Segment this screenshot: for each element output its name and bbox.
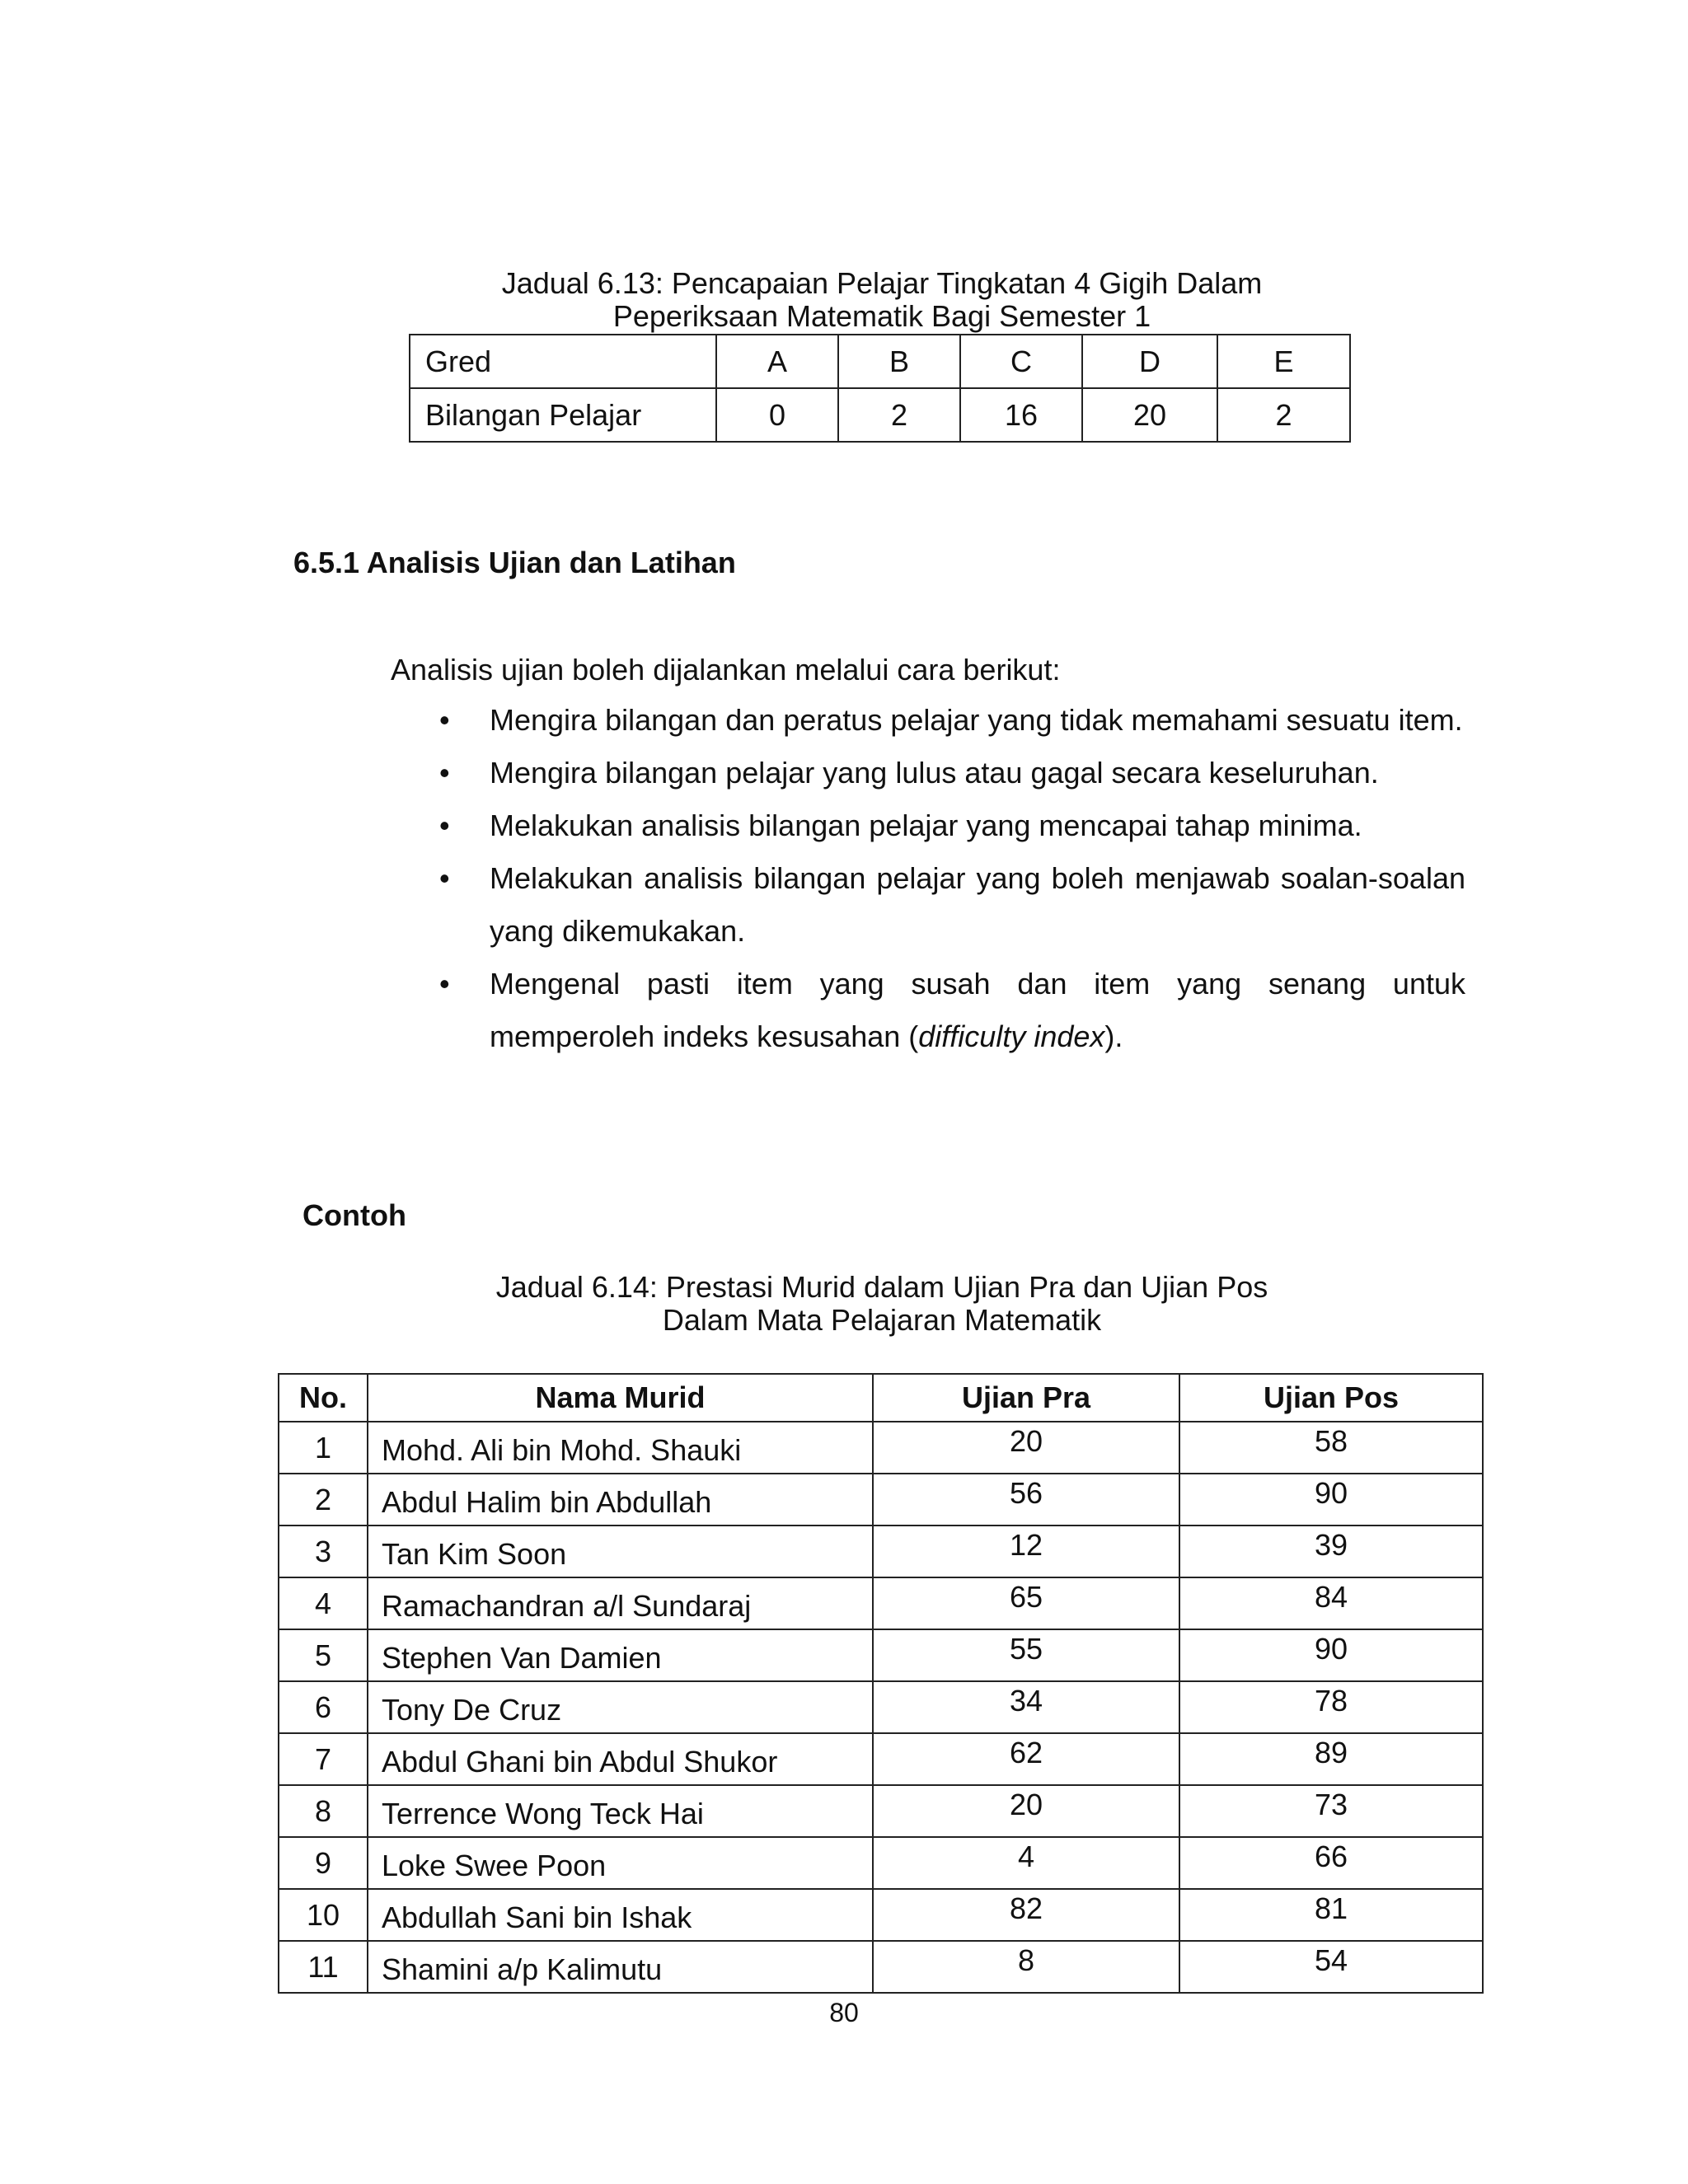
score-header-row bbox=[279, 1374, 1483, 1422]
row-pre: 34 bbox=[873, 1681, 1179, 1733]
header-post: Ujian Pos bbox=[1179, 1374, 1483, 1422]
row-name: Tony De Cruz bbox=[368, 1681, 873, 1733]
row-pre: 56 bbox=[873, 1474, 1179, 1526]
row-name: Abdul Halim bin Abdullah bbox=[368, 1474, 873, 1526]
header-no: No. bbox=[279, 1374, 368, 1422]
row-name: Terrence Wong Teck Hai bbox=[368, 1785, 873, 1837]
table-row bbox=[279, 1629, 1483, 1681]
row-name: Tan Kim Soon bbox=[368, 1526, 873, 1577]
row-post: 66 bbox=[1179, 1837, 1483, 1889]
row-no: 5 bbox=[279, 1629, 368, 1681]
row-pre: 82 bbox=[873, 1889, 1179, 1941]
section-heading: 6.5.1 Analisis Ujian dan Latihan bbox=[293, 546, 736, 579]
grade-row-label: Gred bbox=[410, 335, 716, 388]
row-pre: 20 bbox=[873, 1785, 1179, 1837]
table1-caption-line2: Peperiksaan Matematik Bagi Semester 1 bbox=[612, 299, 1151, 333]
table-row bbox=[279, 1681, 1483, 1733]
example-heading: Contoh bbox=[302, 1198, 406, 1232]
bullet-dot: • bbox=[439, 861, 450, 895]
table-row bbox=[279, 1422, 1483, 1474]
grade-d: D bbox=[1082, 335, 1217, 388]
bullet-text-before: Mengenal pasti item yang susah dan item yang senang untuk memperoleh indeks kesusahan ( bbox=[490, 967, 1465, 1053]
table-row bbox=[279, 1941, 1483, 1993]
count-b: 2 bbox=[838, 388, 960, 442]
row-no: 2 bbox=[279, 1474, 368, 1526]
bullet-item bbox=[409, 747, 1465, 799]
table2-caption-line1: Jadual 6.14: Prestasi Murid dalam Ujian Pra dan Ujian Pos bbox=[495, 1270, 1268, 1304]
row-pre: 12 bbox=[873, 1526, 1179, 1577]
table-row bbox=[279, 1837, 1483, 1889]
count-e: 2 bbox=[1217, 388, 1350, 442]
row-no: 6 bbox=[279, 1681, 368, 1733]
row-pre: 8 bbox=[873, 1941, 1179, 1993]
row-no: 9 bbox=[279, 1837, 368, 1889]
row-name: Loke Swee Poon bbox=[368, 1837, 873, 1889]
row-pre: 4 bbox=[873, 1837, 1179, 1889]
row-post: 78 bbox=[1179, 1681, 1483, 1733]
row-no: 4 bbox=[279, 1577, 368, 1629]
page-number: 80 bbox=[829, 1998, 859, 2027]
row-no: 7 bbox=[279, 1733, 368, 1785]
table2-caption-line2: Dalam Mata Pelajaran Matematik bbox=[662, 1303, 1102, 1337]
bullet-dot: • bbox=[439, 808, 450, 842]
row-name: Shamini a/p Kalimutu bbox=[368, 1941, 873, 1993]
score-table bbox=[278, 1373, 1484, 1994]
row-no: 10 bbox=[279, 1889, 368, 1941]
row-no: 8 bbox=[279, 1785, 368, 1837]
table-row bbox=[279, 1889, 1483, 1941]
bullet-dot: • bbox=[439, 703, 450, 737]
table-row bbox=[279, 1577, 1483, 1629]
bullet-text: Mengira bilangan pelajar yang lulus atau gagal secara keseluruhan. bbox=[490, 756, 1379, 790]
bullet-text: Melakukan analisis bilangan pelajar yang boleh menjawab soalan-soalan yang dikemukakan. bbox=[490, 861, 1465, 948]
row-no: 1 bbox=[279, 1422, 368, 1474]
bullet-item bbox=[409, 852, 1465, 958]
row-post: 58 bbox=[1179, 1422, 1483, 1474]
bullet-dot: • bbox=[439, 967, 450, 1001]
bullet-list bbox=[409, 694, 1465, 1063]
bullet-text-italic: difficulty index bbox=[918, 1019, 1105, 1053]
row-post: 54 bbox=[1179, 1941, 1483, 1993]
row-name: Abdul Ghani bin Abdul Shukor bbox=[368, 1733, 873, 1785]
grade-row bbox=[410, 335, 1350, 388]
row-pre: 20 bbox=[873, 1422, 1179, 1474]
bullet-text-after: ). bbox=[1104, 1019, 1123, 1053]
bullet-text: Melakukan analisis bilangan pelajar yang mencapai tahap minima. bbox=[490, 808, 1362, 842]
count-c: 16 bbox=[960, 388, 1082, 442]
row-name: Abdullah Sani bin Ishak bbox=[368, 1889, 873, 1941]
row-pre: 62 bbox=[873, 1733, 1179, 1785]
grade-b: B bbox=[838, 335, 960, 388]
count-a: 0 bbox=[716, 388, 838, 442]
row-post: 89 bbox=[1179, 1733, 1483, 1785]
count-row-label: Bilangan Pelajar bbox=[410, 388, 716, 442]
bullet-item bbox=[409, 799, 1465, 852]
count-row bbox=[410, 388, 1350, 442]
row-pre: 65 bbox=[873, 1577, 1179, 1629]
row-post: 84 bbox=[1179, 1577, 1483, 1629]
table2-caption bbox=[412, 1269, 1352, 1338]
row-name: Mohd. Ali bin Mohd. Shauki bbox=[368, 1422, 873, 1474]
table-row bbox=[279, 1526, 1483, 1577]
bullet-item bbox=[409, 694, 1465, 747]
section-intro: Analisis ujian boleh dijalankan melalui cara berikut: bbox=[391, 653, 1061, 687]
row-name: Ramachandran a/l Sundaraj bbox=[368, 1577, 873, 1629]
bullet-text: Mengira bilangan dan peratus pelajar yang tidak memahami sesuatu item. bbox=[490, 703, 1463, 737]
row-post: 73 bbox=[1179, 1785, 1483, 1837]
row-post: 39 bbox=[1179, 1526, 1483, 1577]
row-post: 90 bbox=[1179, 1474, 1483, 1526]
grade-table bbox=[409, 334, 1351, 443]
grade-a: A bbox=[716, 335, 838, 388]
grade-e: E bbox=[1217, 335, 1350, 388]
row-post: 81 bbox=[1179, 1889, 1483, 1941]
table-row bbox=[279, 1785, 1483, 1837]
header-pre: Ujian Pra bbox=[873, 1374, 1179, 1422]
grade-c: C bbox=[960, 335, 1082, 388]
table-row bbox=[279, 1733, 1483, 1785]
table1-caption-line1: Jadual 6.13: Pencapaian Pelajar Tingkatan 4 Gigih Dalam bbox=[501, 266, 1263, 300]
row-no: 11 bbox=[279, 1941, 368, 1993]
table1-caption bbox=[412, 265, 1352, 335]
bullet-dot: • bbox=[439, 756, 450, 790]
count-d: 20 bbox=[1082, 388, 1217, 442]
header-name: Nama Murid bbox=[368, 1374, 873, 1422]
bullet-item bbox=[409, 958, 1465, 1063]
row-no: 3 bbox=[279, 1526, 368, 1577]
table-row bbox=[279, 1474, 1483, 1526]
row-pre: 55 bbox=[873, 1629, 1179, 1681]
row-post: 90 bbox=[1179, 1629, 1483, 1681]
row-name: Stephen Van Damien bbox=[368, 1629, 873, 1681]
